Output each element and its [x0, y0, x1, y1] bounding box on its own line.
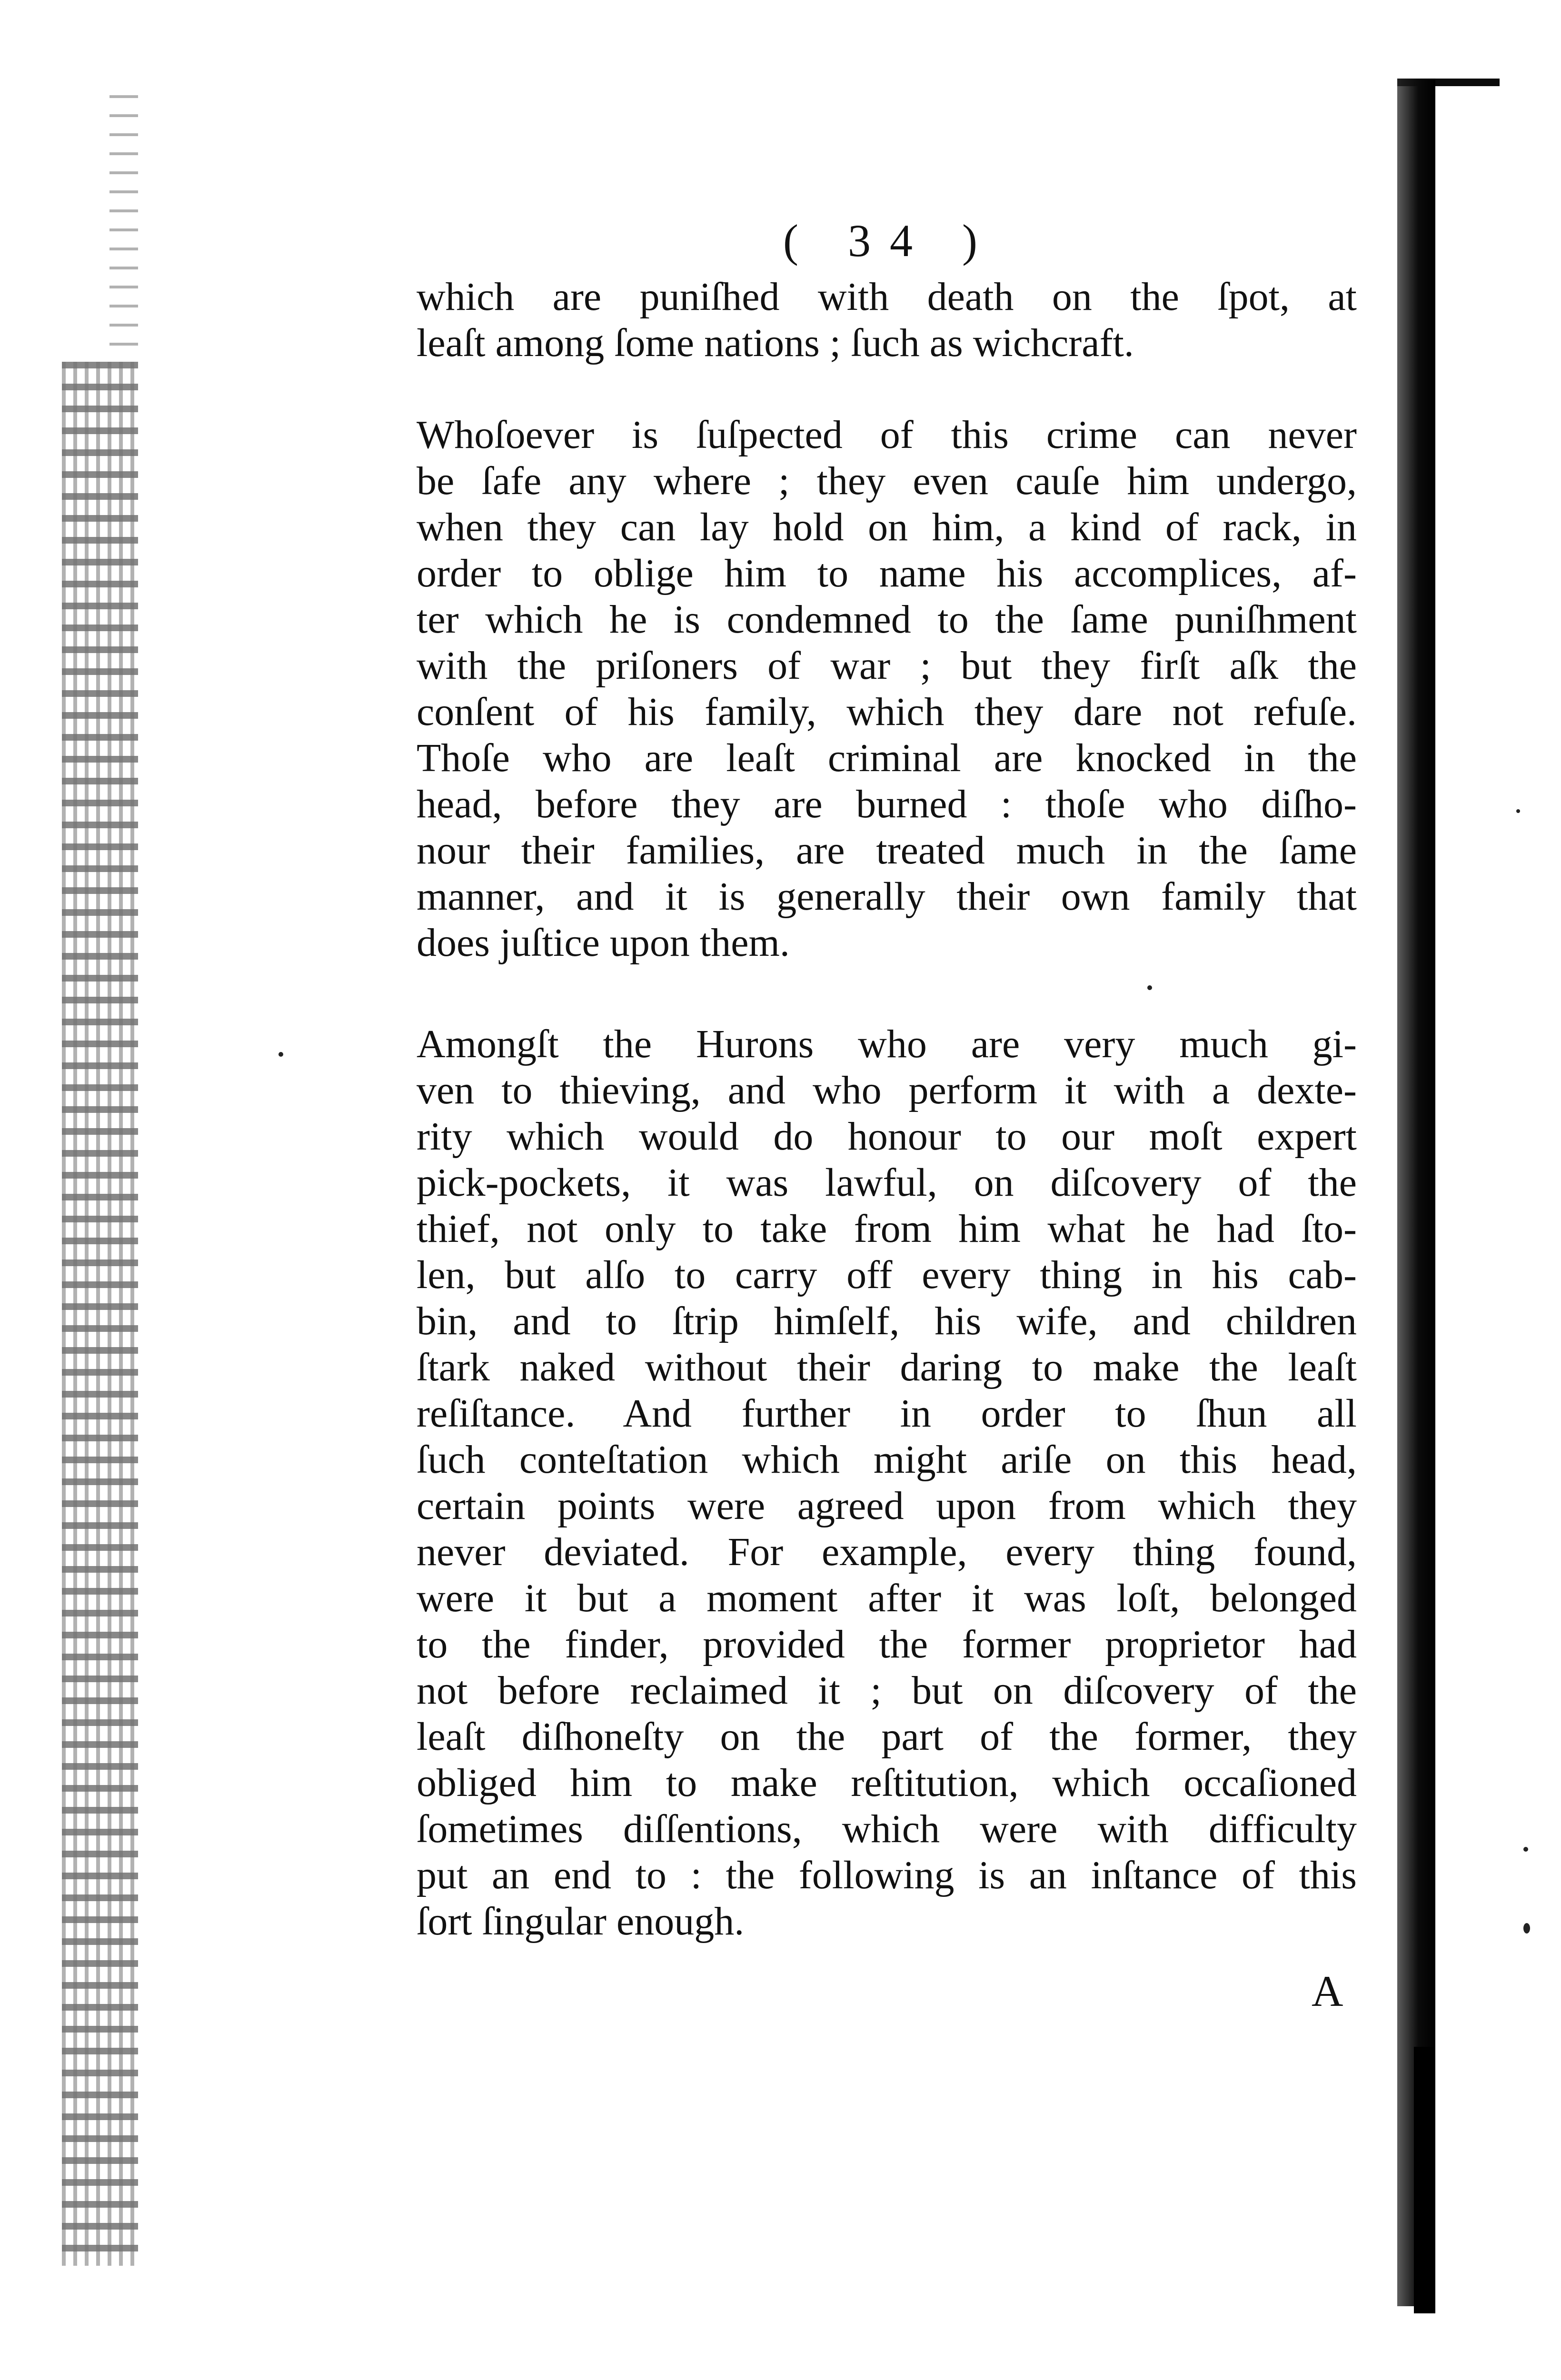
ink-speck — [278, 1052, 283, 1057]
page-number: ( 34 ) — [783, 215, 996, 266]
text-line: were it but a moment after it was loſt, belonged — [417, 1576, 1357, 1620]
paragraph-2 — [417, 412, 1357, 966]
text-line: certain points were agreed upon from which they — [417, 1484, 1357, 1528]
text-line: Thoſe who are leaſt criminal are knocked in the — [417, 736, 1357, 780]
facing-page-edge-top — [109, 95, 138, 362]
text-line: ter which he is condemned to the ſame puniſhment — [417, 597, 1357, 642]
text-line: conſent of his family, which they dare not refuſe. — [417, 690, 1357, 734]
text-line: manner, and it is generally their own family that — [417, 874, 1357, 919]
text-line: ven to thieving, and who perform it with a dexte- — [417, 1068, 1357, 1112]
paragraph-3 — [417, 1021, 1357, 1944]
text-line: to the finder, provided the former proprietor had — [417, 1622, 1357, 1666]
binding-edge — [1397, 79, 1435, 2306]
text-line: len, but alſo to carry off every thing in his cab- — [417, 1253, 1357, 1297]
text-line: leaſt diſhoneſty on the part of the former, they — [417, 1715, 1357, 1759]
ink-speck — [1523, 1923, 1530, 1934]
text-line: nour their families, are treated much in the ſame — [417, 828, 1357, 873]
text-line: head, before they are burned : thoſe who diſho- — [417, 782, 1357, 826]
text-line: Whoſoever is ſuſpected of this crime can never — [417, 413, 1357, 457]
text-line: which are puniſhed with death on the ſpot, at — [417, 275, 1357, 319]
facing-page-edge — [62, 362, 138, 2266]
ink-speck — [1147, 985, 1152, 990]
ink-speck — [1523, 1847, 1528, 1852]
binding-edge-tail — [1414, 2047, 1435, 2313]
catchword: A — [1312, 1967, 1343, 2015]
text-line: obliged him to make reſtitution, which occaſioned — [417, 1761, 1357, 1805]
text-line: ſometimes diſſentions, which were with difficulty — [417, 1807, 1357, 1851]
text-line: bin, and to ſtrip himſelf, his wife, and children — [417, 1299, 1357, 1343]
text-line: never deviated. For example, every thing found, — [417, 1530, 1357, 1574]
text-line: not before reclaimed it ; but on diſcovery of the — [417, 1668, 1357, 1713]
text-line: ſort ſingular enough. — [417, 1899, 745, 1944]
text-line: be ſafe any where ; they even cauſe him undergo, — [417, 459, 1357, 503]
text-line: Amongſt the Hurons who are very much gi- — [417, 1022, 1357, 1066]
text-line: thief, not only to take from him what he had ſto- — [417, 1207, 1357, 1251]
text-line: order to oblige him to name his accomplices, af- — [417, 551, 1357, 595]
text-line: when they can lay hold on him, a kind of rack, in — [417, 505, 1357, 549]
text-line: does juſtice upon them. — [417, 921, 790, 965]
text-line: reſiſtance. And further in order to ſhun all — [417, 1391, 1357, 1436]
ink-speck — [1516, 809, 1520, 813]
text-line: ſtark naked without their daring to make the leaſt — [417, 1345, 1357, 1389]
text-line: ſuch conteſtation which might ariſe on this head, — [417, 1438, 1357, 1482]
text-line: leaſt among ſome nations ; ſuch as wichcraft. — [417, 321, 1134, 365]
text-line: rity which would do honour to our moſt expert — [417, 1114, 1357, 1159]
paragraph-1 — [417, 274, 1357, 366]
text-line: pick-pockets, it was lawful, on diſcovery of the — [417, 1160, 1357, 1205]
text-line: put an end to : the following is an inſtance of this — [417, 1853, 1357, 1897]
text-line: with the priſoners of war ; but they firſt aſk the — [417, 644, 1357, 688]
